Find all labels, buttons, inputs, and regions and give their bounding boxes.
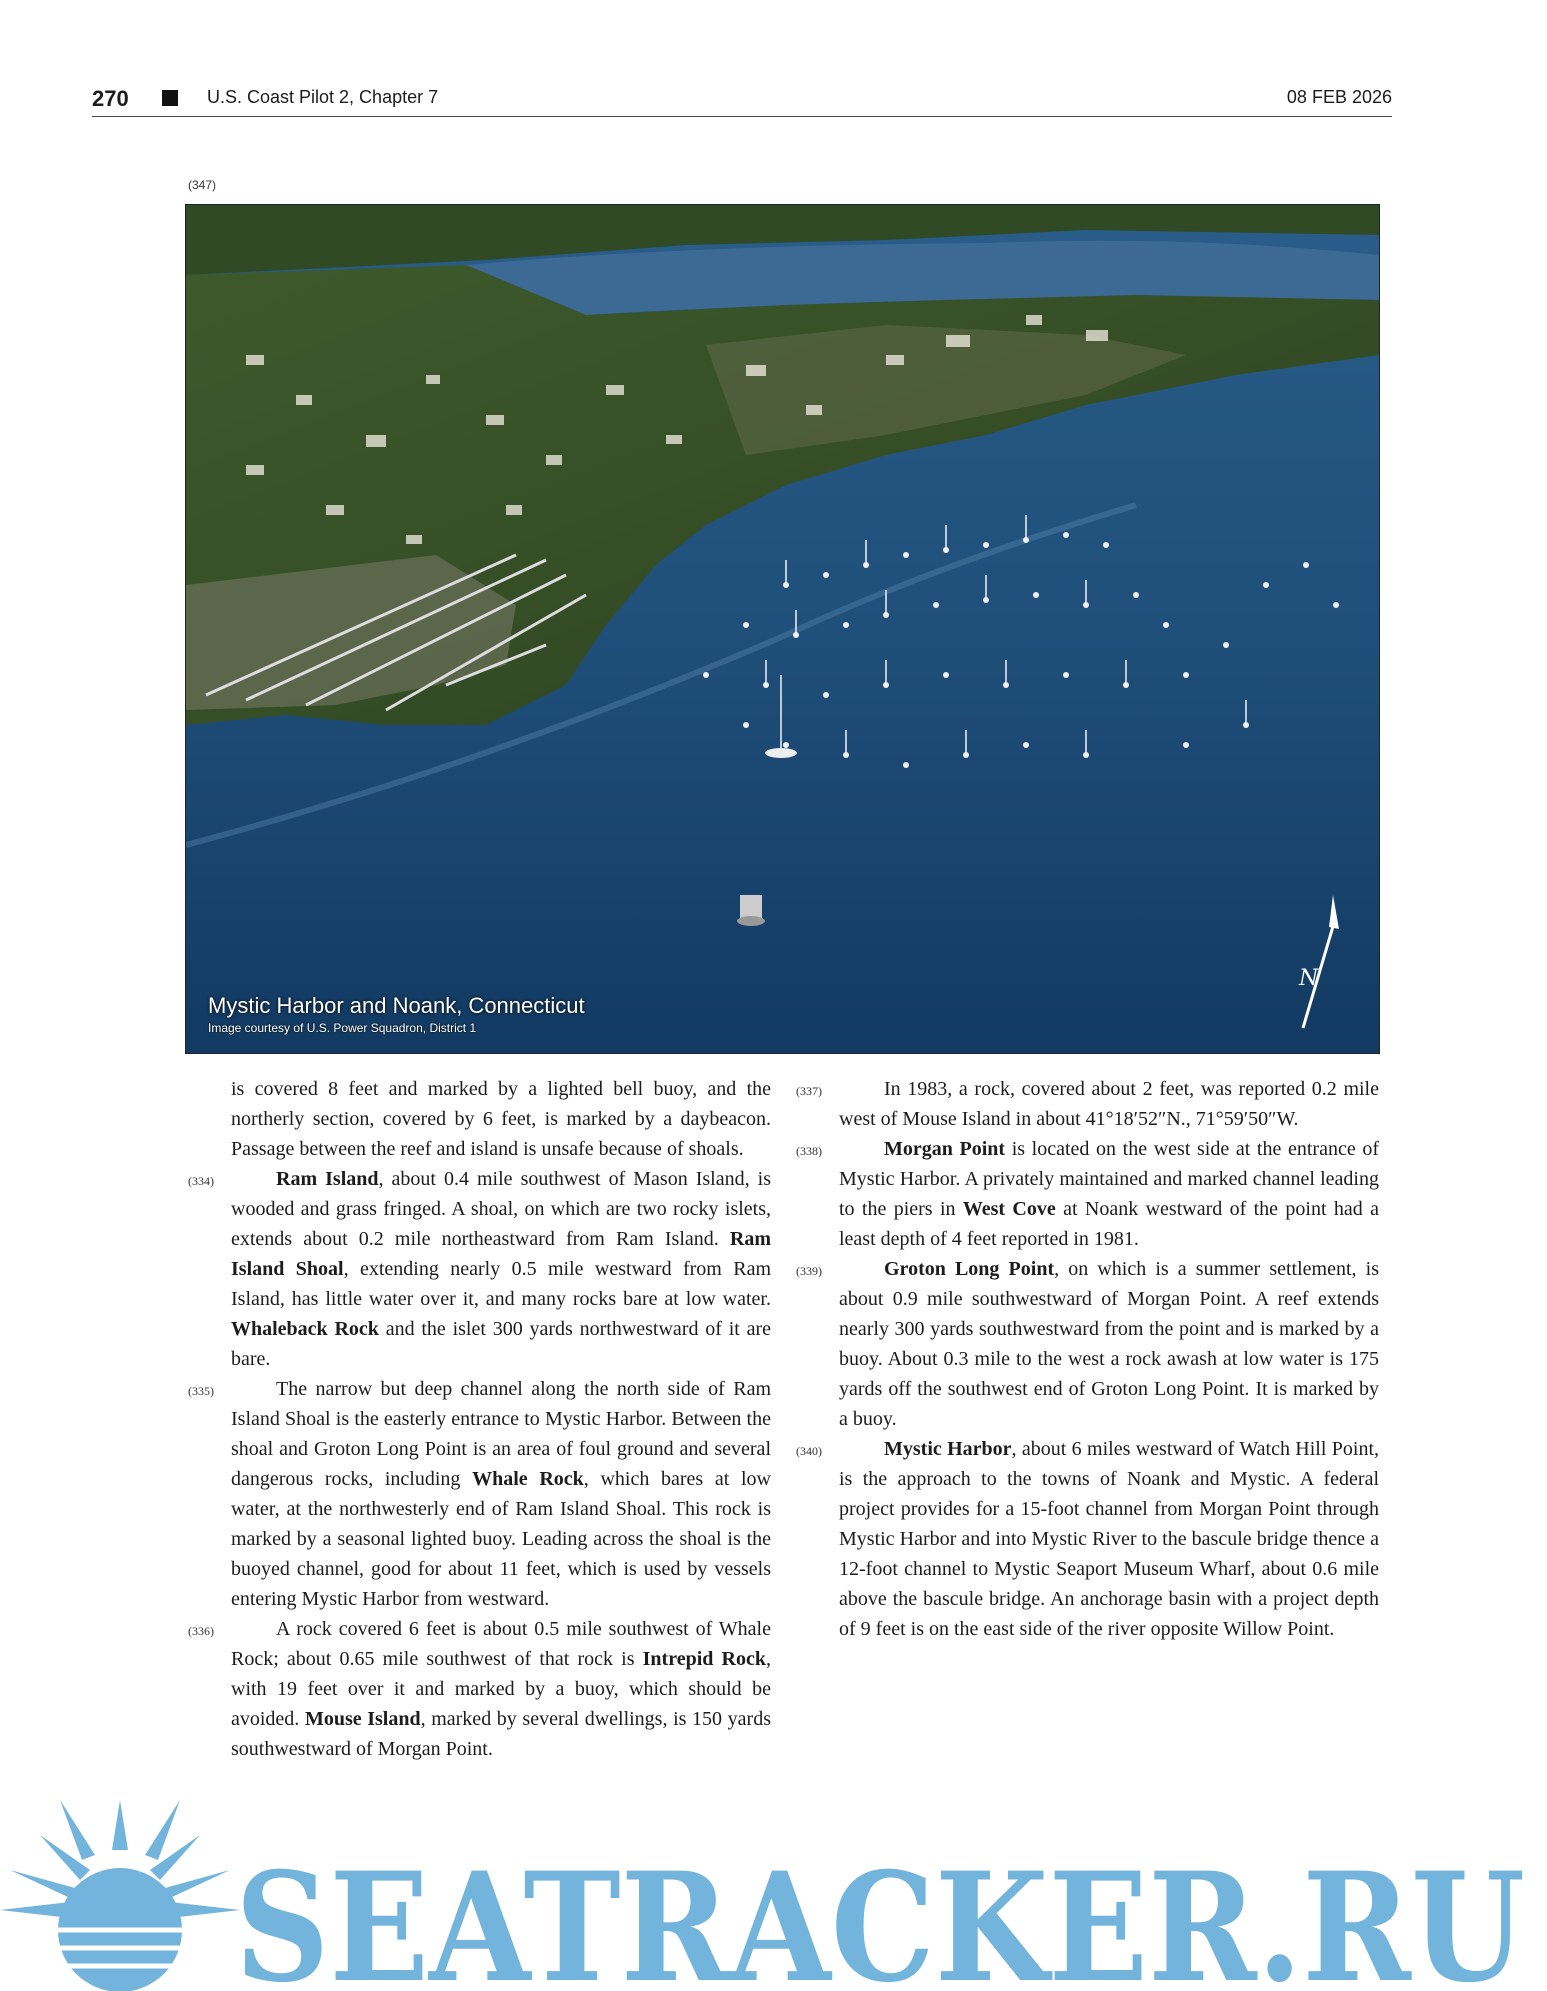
place-name: Morgan Point: [884, 1138, 1006, 1160]
paragraph-text: , which bares at low water, at the northwesterly end of Ram Island Shoal. This rock is marked by a seasonal lighted buoy. Leading across the shoal is the buoyed channel, good for about 11 feet, which is used by vessels entering Mystic Harbor from westward.: [231, 1468, 771, 1610]
place-name: Whaleback Rock: [231, 1318, 379, 1340]
chapter-title: U.S. Coast Pilot 2, Chapter 7: [207, 87, 439, 107]
sun-logo-icon: [0, 1800, 240, 1991]
paragraph-number: (340): [796, 1444, 822, 1458]
paragraph-335: [188, 1374, 771, 1614]
paragraph-text: , with 19 feet over it and marked by a buoy, which should be avoided.: [231, 1648, 771, 1730]
photo-caption-title: Mystic Harbor and Noank, Connecticut: [208, 993, 585, 1018]
paragraph-text: A rock covered 6 feet is about 0.5 mile southwest of Whale Rock; about 0.65 mile southwest of that rock is: [231, 1618, 771, 1670]
paragraph-text: at Noank westward of the point had a least depth of 4 feet reported in 1981.: [839, 1198, 1379, 1250]
header-rule: [92, 116, 1392, 117]
place-name: Mystic Harbor: [884, 1438, 1012, 1460]
harbor-photo: [185, 204, 1380, 1054]
place-name: Mouse Island: [304, 1708, 421, 1730]
right-column: [796, 1074, 1380, 1644]
place-name: Ram Island: [276, 1168, 379, 1190]
paragraph-text: , about 0.4 mile southwest of Mason Island, is wooded and grass fringed. A shoal, on which are two rocky islets, extends about 0.2 mile northeastward from Ram Island.: [231, 1168, 771, 1250]
paragraph-336: [188, 1614, 771, 1764]
left-column: [188, 1074, 772, 1764]
paragraph-number: (334): [188, 1174, 214, 1188]
place-name: Ram Island Shoal: [231, 1228, 771, 1280]
paragraph-340: [796, 1434, 1380, 1644]
paragraph-337: [796, 1074, 1379, 1134]
paragraph-number: (338): [796, 1144, 822, 1158]
north-arrow-icon: [1289, 893, 1349, 1033]
north-label: N: [1299, 966, 1319, 991]
paragraph-338: [796, 1134, 1379, 1254]
place-name: West Cove: [962, 1198, 1056, 1220]
paragraph-text: is located on the west side at the entrance of Mystic Harbor. A privately maintained and marked channel leading to the piers in: [839, 1138, 1379, 1220]
figure-label: (347): [188, 178, 217, 192]
paragraph-text: , extending nearly 0.5 mile westward from Ram Island, has little water over it, and many rocks bare at low water.: [231, 1258, 772, 1310]
header-square-icon: [162, 90, 178, 106]
photo-caption-credit: Image courtesy of U.S. Power Squadron, District 1: [208, 1021, 477, 1035]
paragraph-number: (337): [796, 1084, 822, 1098]
edition-date: 08 FEB 2026: [1286, 87, 1392, 107]
paragraph-text: In 1983, a rock, covered about 2 feet, was reported 0.2 mile west of Mouse Island in about 41°18′52″N., 71°59′50″W.: [839, 1078, 1379, 1130]
paragraph-text: The narrow but deep channel along the north side of Ram Island Shoal is the easterly entrance to Mystic Harbor. Between the shoal and Groton Long Point is an area of foul ground and several dangerous rocks, including: [231, 1378, 771, 1490]
place-name: Groton Long Point: [884, 1258, 1055, 1280]
paragraph-text: and the islet 300 yards northwestward of it are bare.: [231, 1318, 772, 1370]
paragraph-number: (339): [796, 1264, 822, 1278]
paragraph-text: is covered 8 feet and marked by a lighted bell buoy, and the northerly section, covered by 6 feet, is marked by a daybeacon. Passage between the reef and island is unsafe because of shoals.: [231, 1078, 771, 1160]
watermark: [0, 1780, 1547, 1991]
paragraph-number: (335): [188, 1384, 214, 1398]
place-name: Intrepid Rock: [642, 1648, 766, 1670]
paragraph-text: , marked by several dwellings, is 150 yards southwestward of Morgan Point.: [231, 1708, 771, 1760]
watermark-text: SEATRACKER.RU: [235, 1840, 1525, 1991]
page-number: 270: [92, 86, 129, 111]
place-name: Whale Rock: [472, 1468, 584, 1490]
page-header: [92, 86, 1392, 116]
paragraph-text: , about 6 miles westward of Watch Hill Point, is the approach to the towns of Noank and Mystic. A federal project provides for a 15-foot channel from Morgan Point through Mystic Harbor and into Mystic River to the bascule bridge thence a 12-foot channel to Mystic Seaport Museum Wharf, about 0.6 mile above the bascule bridge. An anchorage basin with a project depth of 9 feet is on the east side of the river opposite Willow Point.: [839, 1438, 1380, 1640]
paragraph-continued: [231, 1074, 771, 1164]
paragraph-text: , on which is a summer settlement, is about 0.9 mile southwestward of Morgan Point. A reef extends nearly 300 yards southwestward from the point and is marked by a buoy. About 0.3 mile to the west a rock awash at low water is 175 yards off the southwest end of Groton Long Point. It is marked by a buoy.: [839, 1258, 1379, 1430]
paragraph-number: (336): [188, 1624, 214, 1638]
paragraph-339: [796, 1254, 1379, 1434]
paragraph-334: [188, 1164, 772, 1374]
